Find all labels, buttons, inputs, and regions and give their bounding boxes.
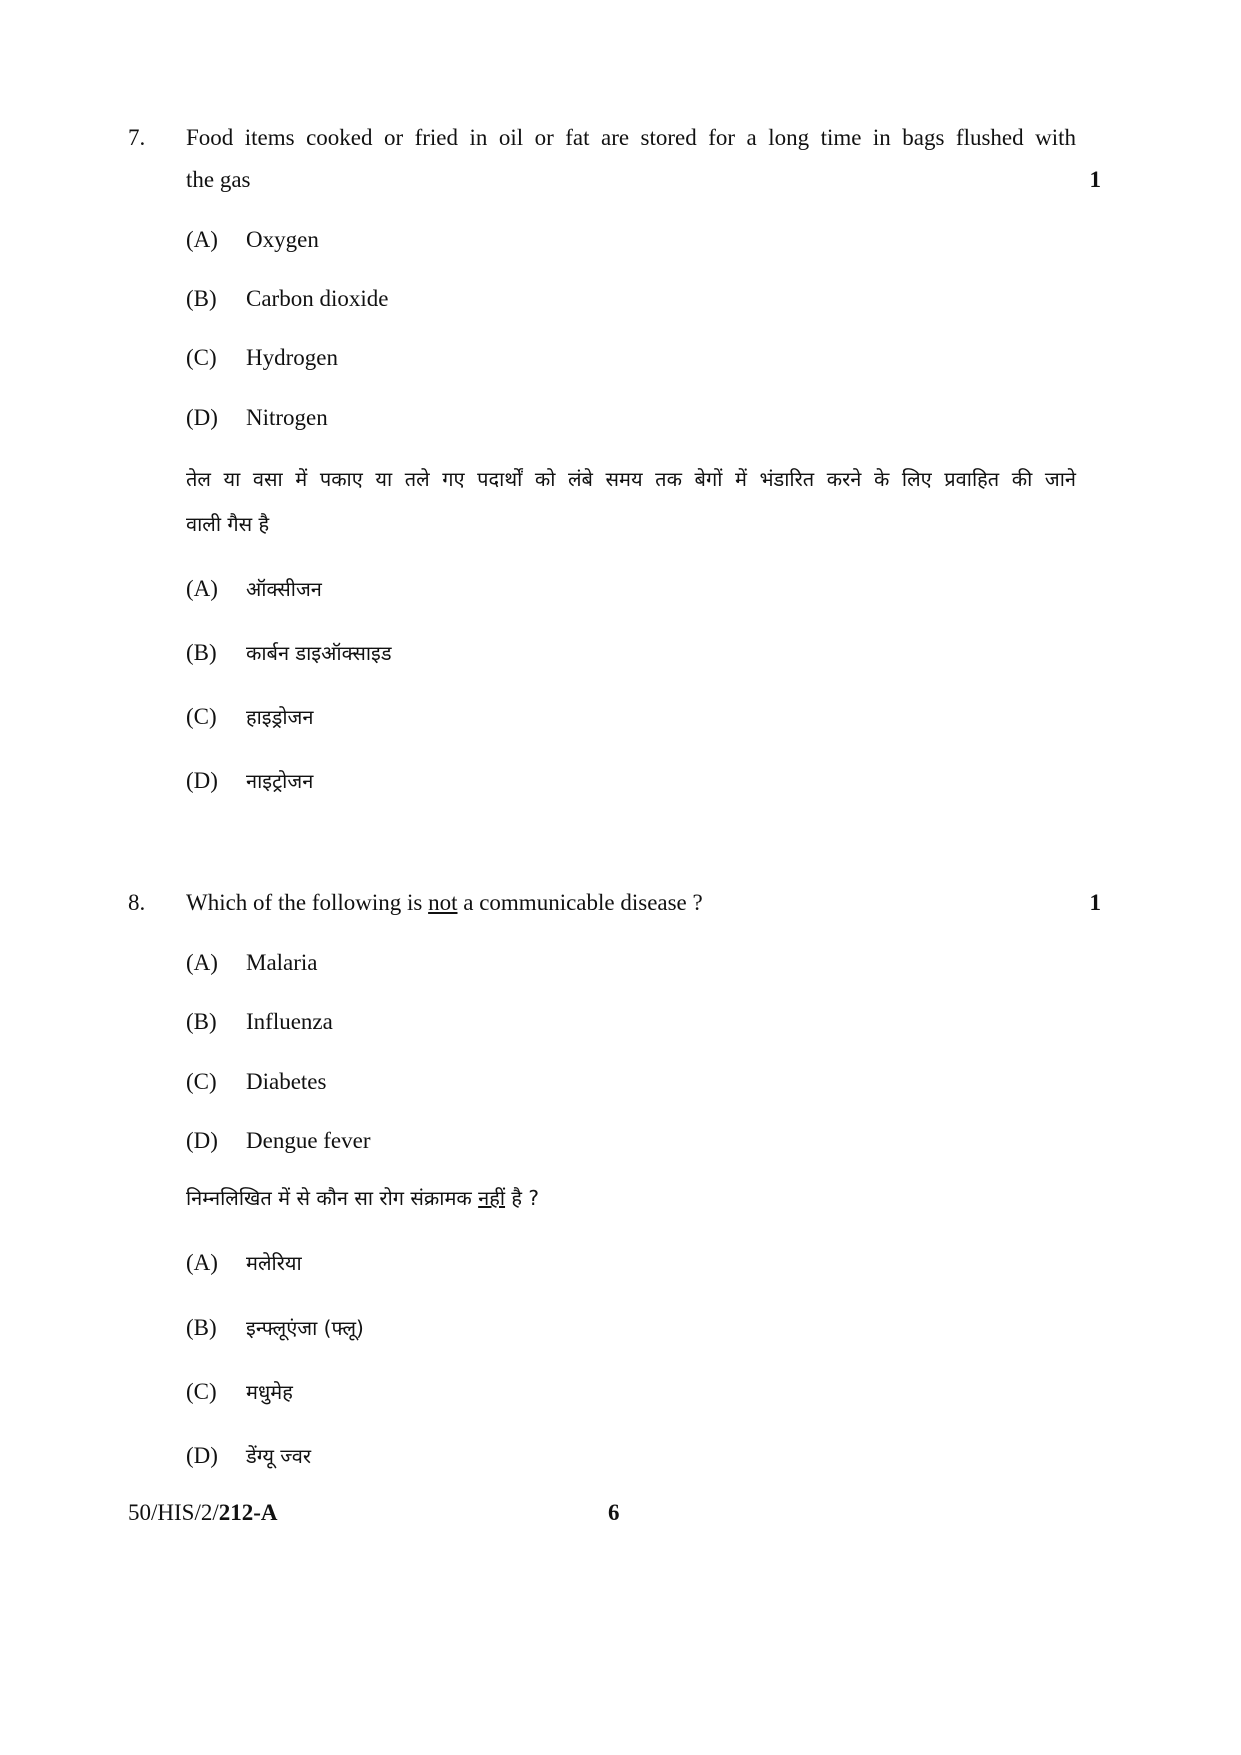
q7-hi-option-c-letter: (C) xyxy=(186,704,217,729)
q7-en-option-d: Nitrogen xyxy=(246,405,328,430)
q8-en-option-b-letter: (B) xyxy=(186,1009,217,1034)
q7-hi-option-a-letter: (A) xyxy=(186,576,218,601)
q8-marks: 1 xyxy=(1089,890,1101,915)
q7-en-option-a-letter: (A) xyxy=(186,227,218,252)
q7-hindi-question-line1: तेल या वसा में पकाए या तले गए पदार्थों को लंबे समय तक बेगों में भंडारित करने के लिए प्रवाहित की जाने xyxy=(186,467,1076,491)
paper-code-prefix: 50/HIS/2/ xyxy=(128,1500,219,1525)
q7-en-option-c: Hydrogen xyxy=(246,345,338,370)
q8-hindi-text-before: निम्नलिखित में से कौन सा रोग संक्रामक xyxy=(186,1186,479,1210)
paper-code xyxy=(128,1499,278,1527)
q8-hi-option-a: मलेरिया xyxy=(246,1251,302,1275)
q7-marks: 1 xyxy=(1089,167,1101,192)
q7-hi-option-c: हाइड्रोजन xyxy=(246,705,314,729)
q7-hi-option-d-letter: (D) xyxy=(186,768,218,793)
q7-hi-option-b-letter: (B) xyxy=(186,640,217,665)
q8-en-option-d-letter: (D) xyxy=(186,1128,218,1153)
q7-hindi-question-line2: वाली गैस है xyxy=(186,512,270,536)
q7-hi-option-a: ऑक्सीजन xyxy=(246,577,322,601)
q8-en-option-a: Malaria xyxy=(246,950,318,975)
q8-hi-option-b: इन्फ्लूएंजा (फ्लू) xyxy=(246,1316,364,1340)
q8-hi-option-b-letter: (B) xyxy=(186,1315,217,1340)
q8-en-option-d: Dengue fever xyxy=(246,1128,371,1153)
q8-hindi-underlined-word: नहीं xyxy=(478,1186,506,1210)
q7-en-option-c-letter: (C) xyxy=(186,345,217,370)
q8-en-option-a-letter: (A) xyxy=(186,950,218,975)
q8-en-option-b: Influenza xyxy=(246,1009,333,1034)
q8-hindi-text-after: है ? xyxy=(505,1186,539,1210)
q7-en-option-b-letter: (B) xyxy=(186,286,217,311)
q7-en-option-d-letter: (D) xyxy=(186,405,218,430)
q7-hi-option-b: कार्बन डाइऑक्साइड xyxy=(246,641,392,665)
q8-hi-option-c: मधुमेह xyxy=(246,1380,293,1404)
paper-code-suffix: 212-A xyxy=(218,1500,278,1525)
q8-question xyxy=(186,889,1076,917)
q7-number: 7. xyxy=(128,125,146,150)
q8-hi-option-a-letter: (A) xyxy=(186,1250,218,1275)
q8-question-text-before: Which of the following is xyxy=(186,890,429,915)
q8-hi-option-d: डेंग्यू ज्वर xyxy=(246,1444,312,1468)
q7-question-line1: Food items cooked or fried in oil or fat are stored for a long time in bags flushed with xyxy=(186,125,1076,150)
q8-question-text-after: a communicable disease ? xyxy=(457,890,703,915)
q8-hi-option-d-letter: (D) xyxy=(186,1443,218,1468)
q8-number: 8. xyxy=(128,890,146,915)
q8-en-option-c-letter: (C) xyxy=(186,1069,217,1094)
page-number: 6 xyxy=(608,1500,620,1525)
q8-hindi-question xyxy=(186,1184,1076,1212)
q7-en-option-a: Oxygen xyxy=(246,227,319,252)
q8-hi-option-c-letter: (C) xyxy=(186,1379,217,1404)
q7-hi-option-d: नाइट्रोजन xyxy=(246,769,314,793)
q8-question-underlined-word: not xyxy=(428,890,458,915)
q7-en-option-b: Carbon dioxide xyxy=(246,286,389,311)
q7-question-line2: the gas xyxy=(186,167,251,192)
q8-en-option-c: Diabetes xyxy=(246,1069,327,1094)
